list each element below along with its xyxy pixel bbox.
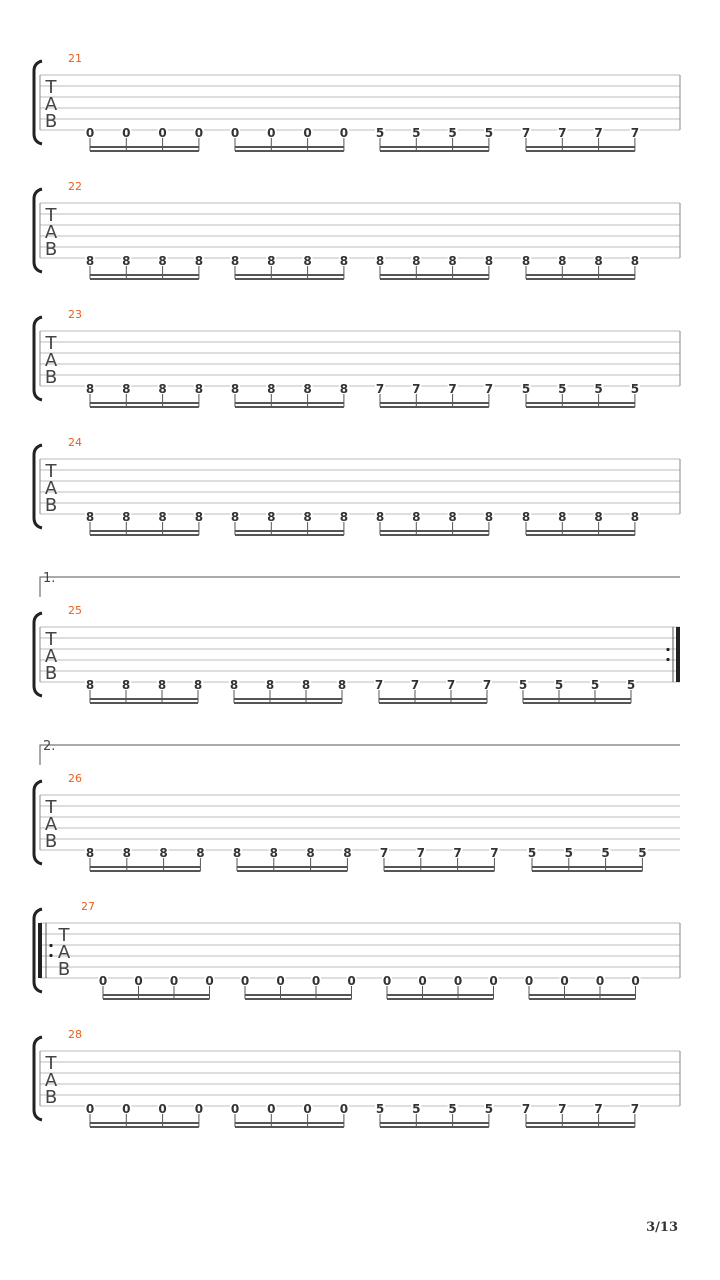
- fret-number: 5: [558, 382, 567, 396]
- beam: [90, 1122, 199, 1124]
- fret-number: 8: [303, 510, 312, 524]
- fret-number: 8: [194, 382, 204, 396]
- fret-number: 5: [590, 678, 600, 692]
- beam: [379, 702, 487, 704]
- fret-number: 8: [122, 510, 131, 524]
- repeat-dot: [666, 648, 669, 651]
- beam: [90, 1126, 199, 1128]
- fret-number: 5: [448, 126, 457, 140]
- fret-number: 5: [412, 126, 421, 140]
- fret-number: 0: [418, 974, 427, 988]
- fret-number: 7: [521, 1102, 531, 1116]
- fret-number: 8: [157, 678, 167, 692]
- beam: [526, 1122, 635, 1124]
- fret-number: 0: [230, 1102, 240, 1116]
- fret-number: 7: [558, 1102, 567, 1116]
- beam: [387, 994, 494, 996]
- fret-number: 7: [594, 126, 603, 140]
- fret-number: 7: [375, 382, 385, 396]
- fret-number: 8: [375, 254, 385, 268]
- measure-number: 23: [68, 308, 82, 321]
- fret-number: 0: [85, 1102, 95, 1116]
- tab-clef-letter: T: [58, 925, 70, 946]
- beam: [234, 702, 342, 704]
- beam: [526, 406, 635, 408]
- tab-clef-letter: T: [45, 333, 57, 354]
- fret-number: 7: [521, 126, 531, 140]
- beam: [90, 702, 198, 704]
- fret-number: 7: [410, 678, 420, 692]
- fret-number: 0: [303, 1102, 312, 1116]
- page-number: 3/13: [646, 1220, 678, 1235]
- fret-number: 8: [85, 846, 95, 860]
- tab-clef-letter: A: [44, 1070, 58, 1091]
- fret-number: 8: [484, 510, 494, 524]
- tab-clef-letter: T: [45, 461, 57, 482]
- fret-number: 8: [158, 254, 167, 268]
- tab-clef-letter: A: [44, 350, 58, 371]
- fret-number: 5: [484, 1102, 494, 1116]
- fret-number: 8: [630, 254, 640, 268]
- fret-number: 7: [374, 678, 384, 692]
- fret-number: 0: [122, 126, 131, 140]
- beam: [235, 146, 344, 148]
- fret-number: 8: [267, 254, 276, 268]
- beam: [235, 402, 344, 404]
- fret-number: 8: [122, 846, 131, 860]
- system-bracket: [34, 445, 42, 528]
- beam: [529, 998, 636, 1000]
- repeat-end-thick-bar: [676, 627, 680, 682]
- fret-number: 8: [193, 678, 203, 692]
- tab-clef-letter: A: [44, 646, 58, 667]
- fret-number: 5: [638, 846, 647, 860]
- tab-clef-letter: B: [44, 1087, 58, 1108]
- beam: [384, 870, 494, 872]
- fret-number: 8: [375, 510, 385, 524]
- fret-number: 8: [121, 678, 131, 692]
- tab-system: [34, 900, 680, 1000]
- beam: [380, 530, 489, 532]
- tab-clef-letter: B: [57, 959, 71, 980]
- fret-number: 5: [594, 382, 603, 396]
- fret-number: 0: [134, 974, 143, 988]
- beam: [384, 866, 494, 868]
- system-bracket: [34, 189, 42, 272]
- volta-label: 1.: [43, 571, 56, 586]
- tab-system: [34, 180, 680, 280]
- tab-clef-letter: T: [45, 1053, 57, 1074]
- fret-number: 8: [194, 510, 204, 524]
- fret-number: 8: [303, 382, 312, 396]
- beam: [380, 150, 489, 152]
- fret-number: 8: [265, 678, 275, 692]
- fret-number: 5: [412, 1102, 421, 1116]
- fret-number: 7: [482, 678, 492, 692]
- fret-number: 0: [194, 1102, 204, 1116]
- beam: [526, 534, 635, 536]
- fret-number: 5: [484, 126, 494, 140]
- beam: [526, 530, 635, 532]
- fret-number: 8: [85, 510, 95, 524]
- beam: [380, 534, 489, 536]
- beam: [90, 402, 199, 404]
- tab-clef-letter: B: [44, 367, 58, 388]
- tab-clef-letter: A: [44, 814, 58, 835]
- system-bracket: [34, 613, 42, 696]
- fret-number: 5: [554, 678, 564, 692]
- beam: [380, 146, 489, 148]
- fret-number: 8: [339, 510, 349, 524]
- fret-number: 7: [490, 846, 499, 860]
- beam: [529, 994, 636, 996]
- system-bracket: [34, 317, 42, 400]
- fret-number: 5: [626, 678, 636, 692]
- beam: [90, 146, 199, 148]
- fret-number: 0: [339, 1102, 349, 1116]
- fret-number: 8: [122, 254, 131, 268]
- fret-number: 5: [601, 846, 610, 860]
- fret-number: 5: [630, 382, 640, 396]
- tab-clef-letter: A: [44, 94, 58, 115]
- fret-number: 5: [375, 1102, 385, 1116]
- tab-clef-letter: B: [44, 239, 58, 260]
- fret-number: 8: [267, 382, 276, 396]
- beam: [380, 1122, 489, 1124]
- measure-number: 27: [81, 900, 95, 913]
- fret-number: 5: [448, 1102, 457, 1116]
- tab-clef-letter: B: [44, 111, 58, 132]
- fret-number: 8: [230, 510, 240, 524]
- beam: [523, 702, 631, 704]
- fret-number: 0: [560, 974, 569, 988]
- beam: [245, 998, 352, 1000]
- volta-bracket: [40, 577, 680, 597]
- fret-number: 8: [448, 510, 457, 524]
- fret-number: 0: [158, 1102, 167, 1116]
- beam: [90, 150, 199, 152]
- fret-number: 7: [453, 846, 462, 860]
- fret-number: 0: [85, 126, 95, 140]
- fret-number: 8: [196, 846, 205, 860]
- fret-number: 8: [448, 254, 457, 268]
- beam: [90, 870, 200, 872]
- beam: [532, 866, 642, 868]
- beam: [103, 994, 210, 996]
- measure-number: 28: [68, 1028, 82, 1041]
- beam: [526, 150, 635, 152]
- tab-system: [34, 571, 680, 704]
- fret-number: 8: [558, 510, 567, 524]
- fret-number: 0: [631, 974, 640, 988]
- fret-number: 8: [339, 382, 349, 396]
- fret-number: 0: [267, 1102, 276, 1116]
- fret-number: 8: [267, 510, 276, 524]
- volta-bracket: [40, 745, 680, 765]
- fret-number: 0: [240, 974, 250, 988]
- system-bracket: [34, 781, 42, 864]
- fret-number: 0: [311, 974, 321, 988]
- fret-number: 5: [375, 126, 385, 140]
- fret-number: 7: [484, 382, 494, 396]
- beam: [235, 530, 344, 532]
- beam: [235, 278, 344, 280]
- beam: [234, 698, 342, 700]
- beam: [90, 530, 199, 532]
- beam: [237, 866, 347, 868]
- beam: [235, 1126, 344, 1128]
- fret-number: 8: [594, 510, 603, 524]
- tab-clef-letter: B: [44, 495, 58, 516]
- beam: [245, 994, 352, 996]
- fret-number: 7: [379, 846, 389, 860]
- tab-system: [34, 436, 680, 536]
- beam: [523, 698, 631, 700]
- system-bracket: [34, 1037, 42, 1120]
- beam: [532, 870, 642, 872]
- fret-number: 0: [489, 974, 498, 988]
- beam: [90, 274, 199, 276]
- fret-number: 8: [521, 254, 531, 268]
- fret-number: 8: [558, 254, 567, 268]
- fret-number: 0: [169, 974, 179, 988]
- fret-number: 8: [159, 846, 168, 860]
- fret-number: 7: [630, 126, 640, 140]
- tab-system: [34, 308, 680, 408]
- fret-number: 8: [194, 254, 204, 268]
- beam: [90, 278, 199, 280]
- fret-number: 8: [412, 510, 421, 524]
- fret-number: 8: [339, 254, 349, 268]
- fret-number: 7: [416, 846, 425, 860]
- beam: [235, 1122, 344, 1124]
- fret-number: 8: [343, 846, 352, 860]
- beam: [387, 998, 494, 1000]
- beam: [90, 698, 198, 700]
- fret-number: 8: [229, 678, 239, 692]
- fret-number: 8: [232, 846, 242, 860]
- fret-number: 8: [85, 678, 95, 692]
- beam: [380, 278, 489, 280]
- fret-number: 0: [194, 126, 204, 140]
- fret-number: 8: [230, 254, 240, 268]
- measure-number: 21: [68, 52, 82, 65]
- volta-label: 2.: [43, 739, 56, 754]
- fret-number: 5: [527, 846, 537, 860]
- fret-number: 0: [230, 126, 240, 140]
- measure-number: 25: [68, 604, 82, 617]
- beam: [235, 406, 344, 408]
- fret-number: 8: [306, 846, 315, 860]
- fret-number: 7: [446, 678, 456, 692]
- beam: [90, 866, 200, 868]
- fret-number: 7: [412, 382, 421, 396]
- measure-number: 22: [68, 180, 82, 193]
- measure-number: 24: [68, 436, 82, 449]
- fret-number: 0: [276, 974, 285, 988]
- tab-system: [34, 739, 680, 872]
- repeat-dot: [49, 944, 52, 947]
- tab-clef-letter: B: [44, 831, 58, 852]
- fret-number: 0: [98, 974, 108, 988]
- beam: [235, 534, 344, 536]
- tab-clef-letter: T: [45, 797, 57, 818]
- tab-clef-letter: A: [57, 942, 71, 963]
- measure-number: 26: [68, 772, 82, 785]
- tab-clef-letter: A: [44, 222, 58, 243]
- fret-number: 7: [594, 1102, 603, 1116]
- beam: [235, 274, 344, 276]
- beam: [526, 1126, 635, 1128]
- fret-number: 7: [630, 1102, 640, 1116]
- fret-number: 8: [337, 678, 347, 692]
- fret-number: 0: [339, 126, 349, 140]
- fret-number: 8: [594, 254, 603, 268]
- fret-number: 0: [453, 974, 463, 988]
- beam: [526, 146, 635, 148]
- fret-number: 8: [269, 846, 278, 860]
- fret-number: 8: [122, 382, 131, 396]
- beam: [379, 698, 487, 700]
- fret-number: 0: [595, 974, 605, 988]
- fret-number: 8: [412, 254, 421, 268]
- fret-number: 0: [303, 126, 312, 140]
- fret-number: 7: [558, 126, 567, 140]
- beam: [526, 402, 635, 404]
- fret-number: 0: [122, 1102, 131, 1116]
- fret-number: 8: [521, 510, 531, 524]
- beam: [237, 870, 347, 872]
- beam: [380, 274, 489, 276]
- tab-system: [34, 1028, 680, 1128]
- fret-number: 8: [158, 382, 167, 396]
- fret-number: 8: [158, 510, 167, 524]
- beam: [235, 150, 344, 152]
- repeat-dot: [49, 954, 52, 957]
- system-bracket: [34, 61, 42, 144]
- fret-number: 7: [448, 382, 457, 396]
- fret-number: 0: [267, 126, 276, 140]
- fret-number: 5: [521, 382, 531, 396]
- beam: [380, 1126, 489, 1128]
- fret-number: 8: [85, 382, 95, 396]
- fret-number: 8: [630, 510, 640, 524]
- tab-clef-letter: A: [44, 478, 58, 499]
- beam: [103, 998, 210, 1000]
- repeat-dot: [666, 658, 669, 661]
- tab-clef-letter: B: [44, 663, 58, 684]
- beam: [526, 274, 635, 276]
- fret-number: 8: [230, 382, 240, 396]
- fret-number: 0: [347, 974, 356, 988]
- beam: [526, 278, 635, 280]
- beam: [380, 406, 489, 408]
- tab-clef-letter: T: [45, 629, 57, 650]
- fret-number: 8: [303, 254, 312, 268]
- tab-clef-letter: T: [45, 77, 57, 98]
- fret-number: 0: [158, 126, 167, 140]
- beam: [380, 402, 489, 404]
- fret-number: 8: [484, 254, 494, 268]
- fret-number: 5: [564, 846, 573, 860]
- fret-number: 8: [85, 254, 95, 268]
- fret-number: 5: [518, 678, 528, 692]
- fret-number: 8: [301, 678, 311, 692]
- repeat-start-thick-bar: [38, 923, 42, 978]
- tab-system: [34, 52, 680, 152]
- beam: [90, 406, 199, 408]
- fret-number: 0: [524, 974, 534, 988]
- fret-number: 0: [382, 974, 392, 988]
- tab-clef-letter: T: [45, 205, 57, 226]
- beam: [90, 534, 199, 536]
- fret-number: 0: [205, 974, 214, 988]
